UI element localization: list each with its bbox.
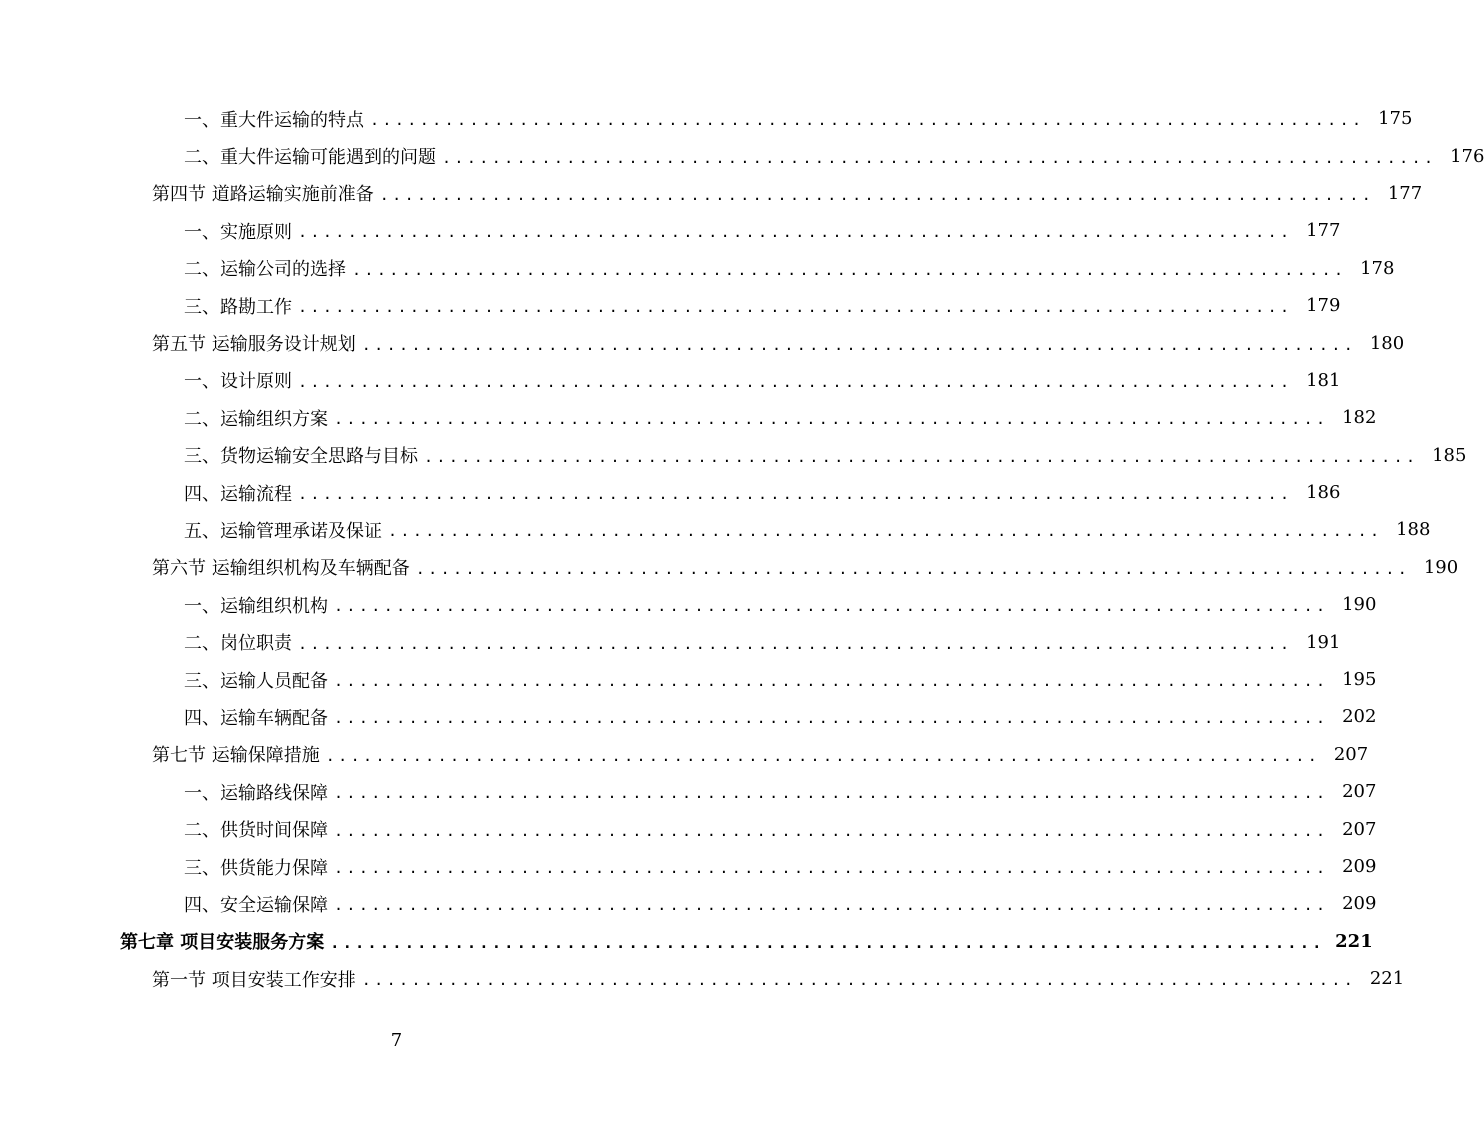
dot-leader: ................................................................................ <box>298 298 1293 317</box>
toc-entry-item[interactable] <box>0 137 1484 174</box>
page-number: 7 <box>390 1030 403 1051</box>
toc-entry-label: 二、运输组织方案 <box>184 408 328 430</box>
dot-leader: ................................................................................ <box>334 821 1329 840</box>
toc-entry-page-number: 202 <box>1342 706 1377 728</box>
dot-leader: ................................................................................ <box>330 933 1325 952</box>
dot-leader: ................................................................................ <box>298 372 1293 391</box>
toc-entry-label: 第四节 道路运输实施前准备 <box>152 184 374 206</box>
toc-entry-label: 第七章 项目安装服务方案 <box>120 932 325 954</box>
toc-entry-label: 三、运输人员配备 <box>184 670 328 692</box>
table-of-contents <box>0 100 1484 997</box>
dot-leader: ................................................................................ <box>334 410 1329 429</box>
toc-entry-item[interactable] <box>0 362 1341 399</box>
toc-entry-item[interactable] <box>0 623 1341 660</box>
toc-entry-item[interactable] <box>0 437 1467 474</box>
toc-entry-page-number: 190 <box>1342 594 1377 616</box>
toc-entry-item[interactable] <box>0 511 1431 548</box>
toc-entry-label: 四、运输流程 <box>184 483 292 505</box>
toc-entry-page-number: 221 <box>1369 968 1405 990</box>
toc-entry-item[interactable] <box>0 474 1341 511</box>
toc-entry-page-number: 221 <box>1335 930 1373 952</box>
dot-leader: ................................................................................ <box>325 746 1321 765</box>
toc-entry-page-number: 190 <box>1423 556 1459 578</box>
toc-entry-page-number: 176 <box>1450 145 1484 167</box>
dot-leader: ................................................................................ <box>442 148 1437 167</box>
toc-entry-page-number: 188 <box>1396 519 1431 541</box>
toc-entry-item[interactable] <box>0 848 1377 885</box>
toc-entry-page-number: 177 <box>1387 182 1423 204</box>
toc-entry-label: 五、运输管理承诺及保证 <box>184 520 382 542</box>
toc-entry-label: 第六节 运输组织机构及车辆配备 <box>152 558 410 580</box>
dot-leader: ................................................................................ <box>334 784 1329 803</box>
dot-leader: ................................................................................ <box>334 672 1329 691</box>
toc-entry-label: 四、安全运输保障 <box>184 894 328 916</box>
toc-entry-label: 一、重大件运输的特点 <box>184 109 364 131</box>
dot-leader: ................................................................................ <box>298 223 1293 242</box>
dot-leader: ................................................................................ <box>334 709 1329 728</box>
toc-entry-page-number: 180 <box>1369 332 1405 354</box>
toc-entry-item[interactable] <box>0 661 1377 698</box>
dot-leader: ................................................................................ <box>298 485 1293 504</box>
dot-leader: ................................................................................ <box>334 896 1329 915</box>
dot-leader: ................................................................................ <box>298 634 1293 653</box>
toc-entry-item[interactable] <box>0 810 1377 847</box>
toc-entry-label: 二、供货时间保障 <box>184 820 328 842</box>
toc-entry-page-number: 191 <box>1306 631 1341 653</box>
toc-entry-label: 二、重大件运输可能遇到的问题 <box>184 147 436 169</box>
toc-entry-page-number: 179 <box>1306 295 1341 317</box>
toc-entry-label: 第七节 运输保障措施 <box>152 745 320 767</box>
dot-leader: ................................................................................ <box>424 447 1419 466</box>
toc-entry-item[interactable] <box>0 698 1377 735</box>
toc-entry-section[interactable] <box>0 736 1369 773</box>
toc-entry-label: 二、运输公司的选择 <box>184 259 346 281</box>
toc-entry-item[interactable] <box>0 212 1341 249</box>
toc-entry-section[interactable] <box>0 175 1423 212</box>
toc-entry-page-number: 207 <box>1342 818 1377 840</box>
toc-entry-page-number: 207 <box>1342 781 1377 803</box>
toc-entry-page-number: 177 <box>1306 220 1341 242</box>
toc-entry-label: 三、供货能力保障 <box>184 857 328 879</box>
toc-entry-label: 一、运输组织机构 <box>184 595 328 617</box>
toc-entry-label: 一、设计原则 <box>184 371 292 393</box>
toc-entry-page-number: 175 <box>1378 108 1413 130</box>
toc-entry-label: 第五节 运输服务设计规划 <box>152 334 356 356</box>
dot-leader: ................................................................................ <box>388 522 1383 541</box>
toc-entry-page-number: 209 <box>1342 856 1377 877</box>
toc-entry-item[interactable] <box>0 885 1377 922</box>
toc-entry-section[interactable] <box>0 549 1459 586</box>
dot-leader: ................................................................................ <box>379 185 1375 204</box>
dot-leader: ................................................................................ <box>415 559 1411 578</box>
dot-leader: ................................................................................ <box>334 597 1329 616</box>
toc-entry-item[interactable] <box>0 399 1377 436</box>
toc-entry-item[interactable] <box>0 287 1341 324</box>
toc-entry-page-number: 182 <box>1342 407 1377 429</box>
toc-entry-label: 第一节 项目安装工作安排 <box>152 969 356 991</box>
toc-entry-item[interactable] <box>0 586 1377 623</box>
toc-entry-chapter[interactable] <box>0 923 1373 960</box>
toc-entry-label: 三、货物运输安全思路与目标 <box>184 446 418 468</box>
dot-leader: ................................................................................ <box>352 260 1347 279</box>
toc-entry-label: 四、运输车辆配备 <box>184 707 328 729</box>
toc-entry-page-number: 209 <box>1342 893 1377 915</box>
toc-entry-page-number: 186 <box>1306 482 1341 504</box>
toc-entry-item[interactable] <box>0 773 1377 810</box>
dot-leader: ................................................................................ <box>334 859 1329 877</box>
dot-leader: ................................................................................ <box>361 971 1357 990</box>
toc-entry-page-number: 181 <box>1306 369 1341 391</box>
dot-leader: ................................................................................ <box>361 335 1357 354</box>
toc-entry-page-number: 207 <box>1333 743 1369 765</box>
toc-entry-page-number: 178 <box>1360 257 1395 279</box>
toc-entry-section[interactable] <box>0 324 1405 361</box>
dot-leader: ................................................................................ <box>370 111 1365 130</box>
toc-entry-page-number: 185 <box>1432 444 1467 466</box>
toc-entry-label: 二、岗位职责 <box>184 633 292 655</box>
toc-entry-section[interactable] <box>0 960 1405 997</box>
toc-entry-page-number: 195 <box>1342 669 1377 691</box>
toc-entry-item[interactable] <box>0 250 1395 287</box>
toc-entry-label: 一、实施原则 <box>184 221 292 243</box>
toc-entry-label: 一、运输路线保障 <box>184 782 328 804</box>
toc-entry-item[interactable] <box>0 100 1413 137</box>
toc-entry-label: 三、路勘工作 <box>184 296 292 318</box>
